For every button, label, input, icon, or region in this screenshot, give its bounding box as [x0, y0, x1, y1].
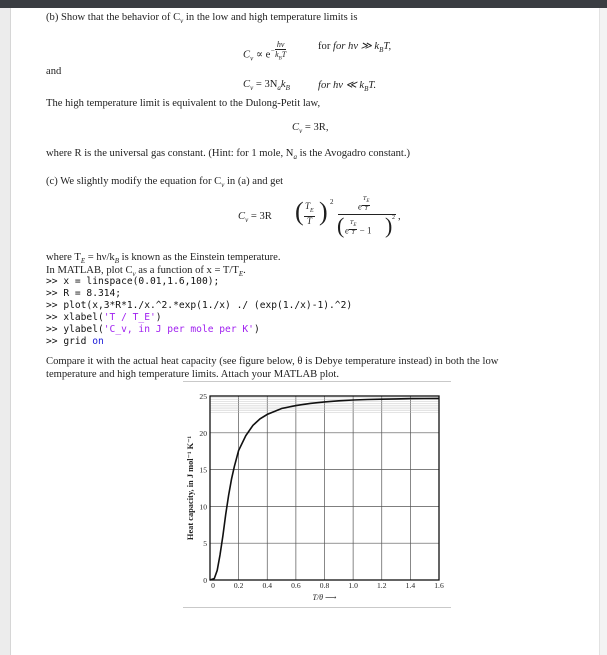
- matlab-code-line-5: >> ylabel('C_v, in J per mole per K'): [46, 324, 260, 335]
- part-b-text: (b) Show that the behavior of $C_v$ in the low and high temperature limits is: [46, 12, 358, 26]
- y-axis-label: Heat capacity, in J mol⁻¹ K⁻¹: [186, 435, 195, 541]
- y-tick-label: 20: [199, 428, 207, 438]
- x-tick-label: 0: [211, 581, 215, 590]
- chart-grid: [210, 396, 439, 580]
- x-tick-label: 1.4: [405, 581, 416, 590]
- hint-text: where R is the universal gas constant. (Hint: for 1 mole, $N_a$ is the Avogadro constant.): [46, 148, 411, 162]
- part-c-text: (c) We slightly modify the equation for $C_v$ in (a) and get: [46, 176, 284, 190]
- dulong-petit-text: The high temperature limit is equivalent to the Dulong-Petit law,: [46, 98, 321, 109]
- x-tick-label: 1.6: [434, 581, 444, 590]
- x-tick-label: 0.8: [319, 581, 330, 590]
- x-tick-label: 1.0: [348, 581, 358, 590]
- x-tick-label: 0.2: [233, 581, 244, 590]
- compare-text-line-1: Compare it with the actual heat capacity (see figure below, θ is Debye temperature instead) in both the low: [46, 356, 499, 367]
- y-tick-label: 25: [199, 392, 207, 401]
- y-tick-label: 0: [203, 576, 207, 585]
- matlab-code-line-3: >> plot(x,3*R*1./x.^2.*exp(1./x) ./ (exp(1./x)-1).^2): [46, 300, 353, 311]
- x-tick-labels: [211, 581, 444, 590]
- x-tick-label: 0.4: [262, 581, 272, 590]
- compare-text-line-2: temperature and high temperature limits. Attach your MATLAB plot.: [46, 369, 340, 380]
- y-tick-labels: [199, 392, 207, 585]
- einstein-temperature-text: where $T_E = h\nu/k_B$ is known as the Einstein temperature.: [46, 252, 281, 266]
- equation-low-temp: $C_v \propto e^{- \frac{h\nu}{k_BT}}$: [243, 40, 287, 63]
- matlab-code-line-2: >> R = 8.314;: [46, 288, 122, 299]
- matlab-code-line-1: >> x = linspace(0.01,1.6,100);: [46, 276, 220, 287]
- y-tick-label: 5: [203, 539, 207, 549]
- and-label: and: [46, 66, 62, 77]
- equation-low-temp-condition: for for hν ≫ $k_BT$,: [318, 41, 392, 55]
- y-tick-label: 15: [199, 465, 207, 475]
- matlab-intro-text: In MATLAB, plot $C_v$ as a function of $x = T/T_E$.: [46, 265, 246, 279]
- x-axis-label: T/θ ⟶: [312, 593, 337, 602]
- matlab-code-line-4: >> xlabel('T / T_E'): [46, 312, 162, 323]
- equation-high-temp: $C_v = 3N_ak_B$: [243, 79, 290, 93]
- x-tick-label: 0.6: [291, 581, 301, 590]
- y-tick-label: 10: [199, 502, 207, 512]
- equation-dulong-petit: $C_v = 3R$,: [292, 122, 329, 136]
- equation-high-temp-condition: for hν ≪ $k_BT$.: [318, 80, 377, 94]
- x-tick-label: 1.2: [377, 581, 387, 590]
- matlab-code-line-6: >> grid on: [46, 336, 104, 347]
